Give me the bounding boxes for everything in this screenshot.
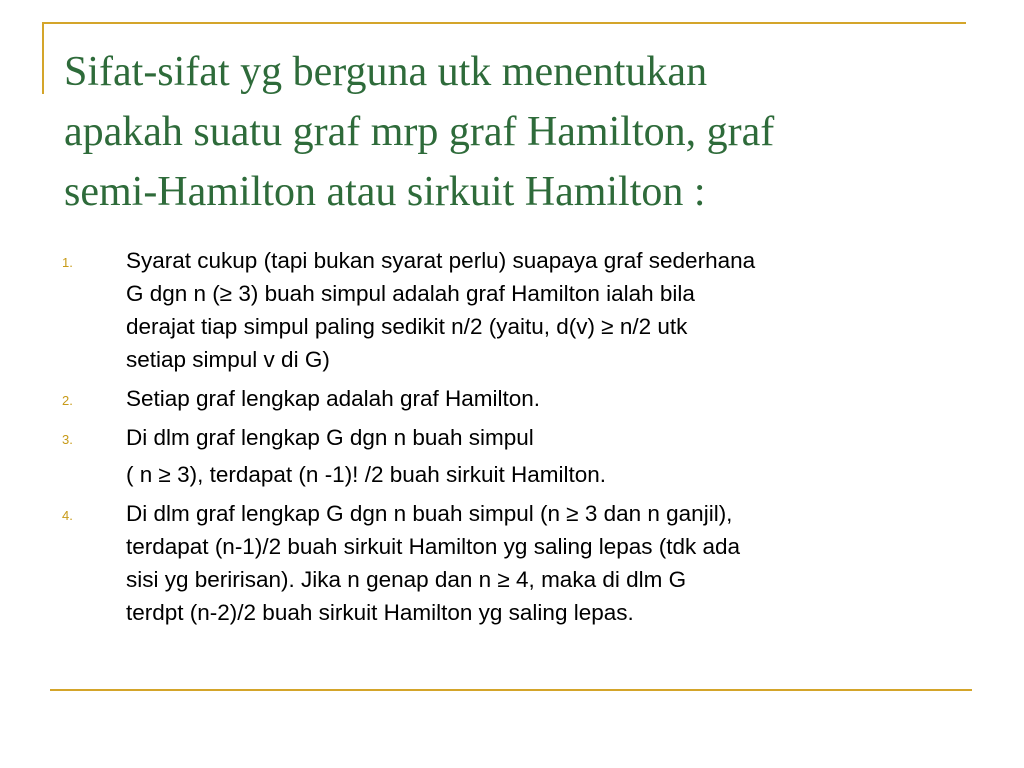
item-number: 4. — [62, 508, 73, 523]
item-line: derajat tiap simpul paling sedikit n/2 (yaitu, d(v) ≥ n/2 utk — [126, 314, 688, 339]
list-item — [62, 244, 972, 376]
item-line: Di dlm graf lengkap G dgn n buah simpul — [126, 425, 534, 450]
list-item — [62, 421, 972, 491]
title-line: semi-Hamilton atau sirkuit Hamilton : — [64, 169, 706, 215]
item-line: sisi yg beririsan). Jika n genap dan n ≥ 4, maka di dlm G — [126, 567, 687, 592]
item-line: Syarat cukup (tapi bukan syarat perlu) suapaya graf sederhana — [126, 248, 756, 273]
bottom-rule — [50, 689, 972, 691]
item-line: G dgn n (≥ 3) buah simpul adalah graf Hamilton ialah bila — [126, 281, 695, 306]
item-number: 3. — [62, 432, 73, 447]
list-item — [62, 497, 972, 629]
item-line: Setiap graf lengkap adalah graf Hamilton. — [126, 386, 541, 411]
property-list — [62, 244, 972, 635]
slide-title — [64, 42, 984, 222]
top-rule — [42, 22, 966, 24]
item-line: terdapat (n-1)/2 buah sirkuit Hamilton yg saling lepas (tdk ada — [126, 534, 741, 559]
item-line: terdpt (n-2)/2 buah sirkuit Hamilton yg saling lepas. — [126, 600, 634, 625]
title-line: Sifat-sifat yg berguna utk menentukan — [64, 49, 708, 95]
title-line: apakah suatu graf mrp graf Hamilton, graf — [64, 109, 775, 155]
list-item — [62, 382, 972, 415]
item-line: Di dlm graf lengkap G dgn n buah simpul (n ≥ 3 dan n ganjil), — [126, 501, 733, 526]
item-number: 2. — [62, 393, 73, 408]
item-line: setiap simpul v di G) — [126, 347, 330, 372]
item-continuation: ( n ≥ 3), terdapat (n -1)! /2 buah sirkuit Hamilton. — [126, 462, 607, 487]
left-rule — [42, 22, 44, 94]
item-number: 1. — [62, 255, 73, 270]
